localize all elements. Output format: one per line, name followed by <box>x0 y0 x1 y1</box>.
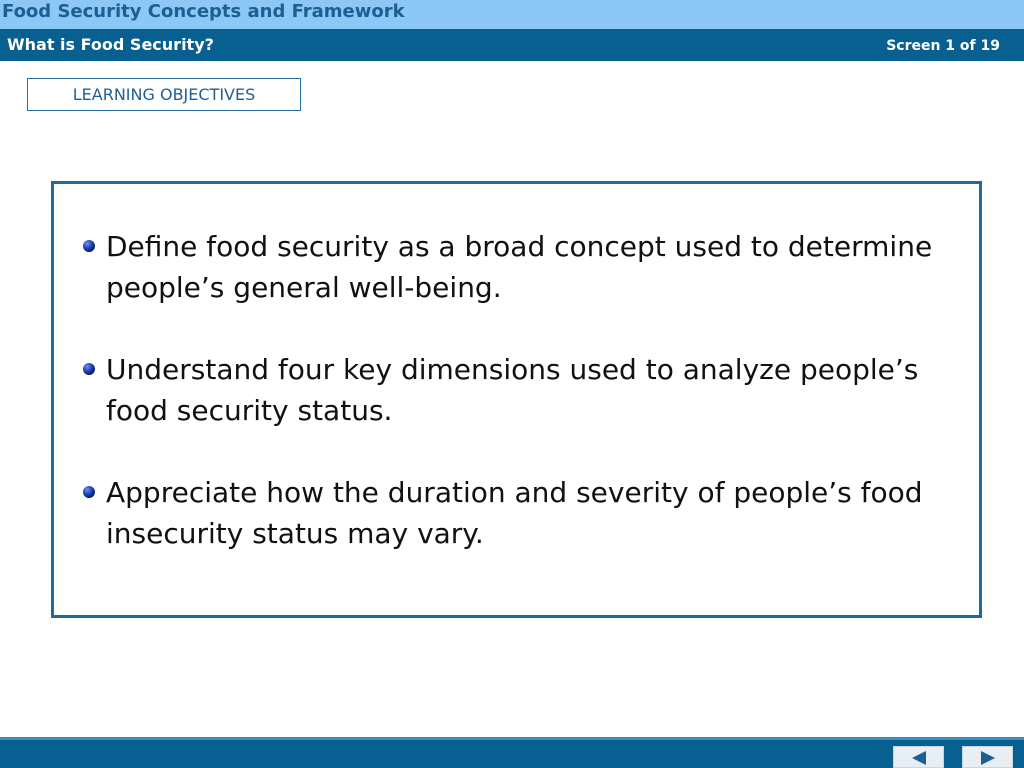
next-screen-button[interactable] <box>962 746 1013 768</box>
objective-item <box>81 226 941 308</box>
objective-list <box>81 226 941 595</box>
objective-text: Understand four key dimensions used to analyze people’s food security status. <box>106 353 919 427</box>
objective-text: Define food security as a broad concept used to determine people’s general well-being. <box>106 230 933 304</box>
bullet-icon <box>82 485 96 499</box>
bullet-icon <box>82 239 96 253</box>
footer-bar <box>0 737 1024 768</box>
learning-objectives-label: LEARNING OBJECTIVES <box>27 78 301 111</box>
objective-item <box>81 349 941 431</box>
bullet-icon <box>82 362 96 376</box>
course-title: Food Security Concepts and Framework <box>2 1 405 22</box>
previous-screen-button[interactable] <box>893 746 944 768</box>
objectives-panel <box>51 181 982 618</box>
sub-header-bar <box>0 29 1024 61</box>
right-arrow-icon <box>973 750 1003 766</box>
screen-counter: Screen 1 of 19 <box>886 38 1000 54</box>
left-arrow-icon <box>904 750 934 766</box>
objective-text: Appreciate how the duration and severity of people’s food insecurity status may vary. <box>106 476 923 550</box>
lesson-title: What is Food Security? <box>7 35 214 54</box>
footer-highlight <box>0 737 1024 740</box>
objective-item <box>81 472 941 554</box>
title-bar <box>0 0 1024 29</box>
